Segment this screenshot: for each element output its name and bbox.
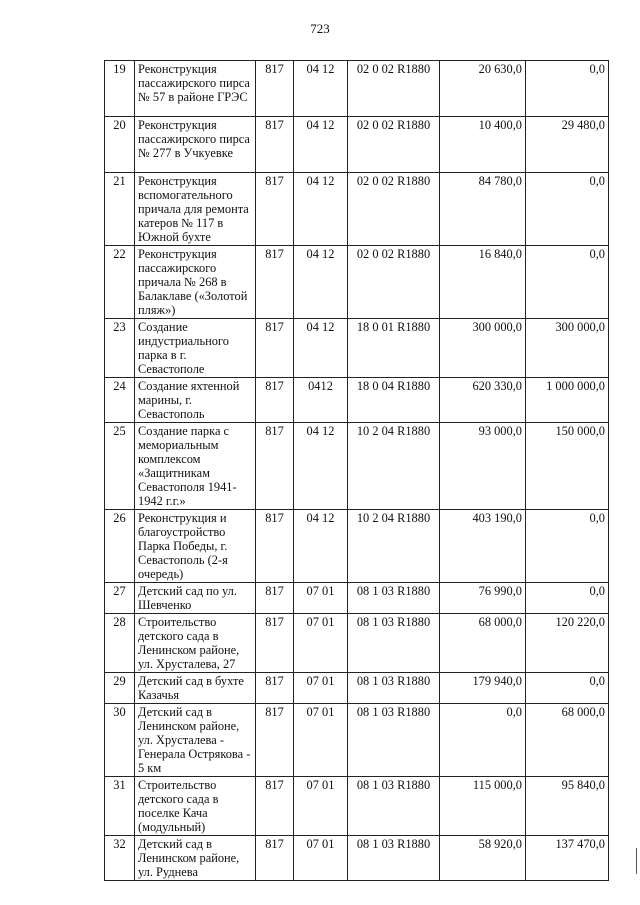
- grbs-code-cell: 817: [256, 246, 294, 319]
- object-name-cell: Детский сад в Ленинском районе, ул. Хрусталева - Генерала Острякова - 5 км: [135, 704, 256, 777]
- object-name-cell: Реконструкция пассажирского пирса № 277 в Учкуевке: [135, 117, 256, 173]
- object-name-cell: Детский сад по ул. Шевченко: [135, 583, 256, 614]
- grbs-code-cell: 817: [256, 61, 294, 117]
- target-article-cell: 18 0 04 R1880: [348, 378, 440, 423]
- amount-first-cell: 76 990,0: [440, 583, 526, 614]
- section-code-cell: 0412: [294, 378, 348, 423]
- section-code-cell: 07 01: [294, 777, 348, 836]
- target-article-cell: 08 1 03 R1880: [348, 583, 440, 614]
- object-name-cell: Реконструкция и благоустройство Парка Победы, г. Севастополь (2-я очередь): [135, 510, 256, 583]
- object-name-cell: Реконструкция пассажирского пирса № 57 в районе ГРЭС: [135, 61, 256, 117]
- object-name-cell: Детский сад в бухте Казачья: [135, 673, 256, 704]
- row-number-cell: 29: [105, 673, 135, 704]
- row-number-cell: 30: [105, 704, 135, 777]
- grbs-code-cell: 817: [256, 117, 294, 173]
- row-number-cell: 23: [105, 319, 135, 378]
- table-row: [105, 673, 609, 704]
- amount-second-cell: 120 220,0: [526, 614, 609, 673]
- target-article-cell: 08 1 03 R1880: [348, 673, 440, 704]
- table-row: [105, 319, 609, 378]
- grbs-code-cell: 817: [256, 836, 294, 881]
- target-article-cell: 10 2 04 R1880: [348, 423, 440, 510]
- section-code-cell: 07 01: [294, 583, 348, 614]
- amount-first-cell: 84 780,0: [440, 173, 526, 246]
- target-article-cell: 18 0 01 R1880: [348, 319, 440, 378]
- grbs-code-cell: 817: [256, 510, 294, 583]
- grbs-code-cell: 817: [256, 378, 294, 423]
- section-code-cell: 07 01: [294, 673, 348, 704]
- object-name-cell: Реконструкция пассажирского причала № 268 в Балаклаве («Золотой пляж»): [135, 246, 256, 319]
- row-number-cell: 31: [105, 777, 135, 836]
- amount-first-cell: 16 840,0: [440, 246, 526, 319]
- grbs-code-cell: 817: [256, 614, 294, 673]
- object-name-cell: Создание индустриального парка в г. Севастополе: [135, 319, 256, 378]
- amount-second-cell: 0,0: [526, 510, 609, 583]
- target-article-cell: 10 2 04 R1880: [348, 510, 440, 583]
- grbs-code-cell: 817: [256, 319, 294, 378]
- amount-second-cell: 95 840,0: [526, 777, 609, 836]
- amount-first-cell: 20 630,0: [440, 61, 526, 117]
- amount-second-cell: 0,0: [526, 61, 609, 117]
- amount-second-cell: 137 470,0: [526, 836, 609, 881]
- amount-second-cell: 68 000,0: [526, 704, 609, 777]
- grbs-code-cell: 817: [256, 583, 294, 614]
- amount-first-cell: 115 000,0: [440, 777, 526, 836]
- grbs-code-cell: 817: [256, 173, 294, 246]
- section-code-cell: 04 12: [294, 246, 348, 319]
- amount-first-cell: 58 920,0: [440, 836, 526, 881]
- section-code-cell: 07 01: [294, 704, 348, 777]
- object-name-cell: Создание яхтенной марины, г. Севастополь: [135, 378, 256, 423]
- object-name-cell: Строительство детского сада в поселке Кача (модульный): [135, 777, 256, 836]
- section-code-cell: 04 12: [294, 61, 348, 117]
- row-number-cell: 25: [105, 423, 135, 510]
- table-row: [105, 583, 609, 614]
- row-number-cell: 27: [105, 583, 135, 614]
- table-row: [105, 173, 609, 246]
- target-article-cell: 08 1 03 R1880: [348, 836, 440, 881]
- amount-first-cell: 179 940,0: [440, 673, 526, 704]
- row-number-cell: 28: [105, 614, 135, 673]
- object-name-cell: Строительство детского сада в Ленинском районе, ул. Хрусталева, 27: [135, 614, 256, 673]
- section-code-cell: 04 12: [294, 319, 348, 378]
- target-article-cell: 08 1 03 R1880: [348, 614, 440, 673]
- row-number-cell: 24: [105, 378, 135, 423]
- section-code-cell: 07 01: [294, 614, 348, 673]
- section-code-cell: 04 12: [294, 117, 348, 173]
- row-number-cell: 21: [105, 173, 135, 246]
- object-name-cell: Создание парка с мемориальным комплексом «Защитникам Севастополя 1941-1942 г.г.»: [135, 423, 256, 510]
- table-row: [105, 117, 609, 173]
- amount-second-cell: 0,0: [526, 673, 609, 704]
- table-row: [105, 61, 609, 117]
- amount-first-cell: 10 400,0: [440, 117, 526, 173]
- row-number-cell: 22: [105, 246, 135, 319]
- target-article-cell: 02 0 02 R1880: [348, 173, 440, 246]
- amount-second-cell: 0,0: [526, 583, 609, 614]
- target-article-cell: 08 1 03 R1880: [348, 777, 440, 836]
- table-row: [105, 423, 609, 510]
- section-code-cell: 07 01: [294, 836, 348, 881]
- grbs-code-cell: 817: [256, 673, 294, 704]
- amount-second-cell: 300 000,0: [526, 319, 609, 378]
- amount-second-cell: 0,0: [526, 246, 609, 319]
- table-row: [105, 704, 609, 777]
- table-row: [105, 510, 609, 583]
- amount-second-cell: 150 000,0: [526, 423, 609, 510]
- target-article-cell: 08 1 03 R1880: [348, 704, 440, 777]
- amount-first-cell: 93 000,0: [440, 423, 526, 510]
- target-article-cell: 02 0 02 R1880: [348, 246, 440, 319]
- table-row: [105, 614, 609, 673]
- budget-table-body: [105, 61, 609, 881]
- amount-first-cell: 0,0: [440, 704, 526, 777]
- amount-first-cell: 403 190,0: [440, 510, 526, 583]
- table-row: [105, 378, 609, 423]
- amount-first-cell: 68 000,0: [440, 614, 526, 673]
- target-article-cell: 02 0 02 R1880: [348, 117, 440, 173]
- budget-table: [104, 60, 609, 881]
- amount-second-cell: 29 480,0: [526, 117, 609, 173]
- row-number-cell: 32: [105, 836, 135, 881]
- row-number-cell: 26: [105, 510, 135, 583]
- grbs-code-cell: 817: [256, 423, 294, 510]
- row-number-cell: 19: [105, 61, 135, 117]
- amount-second-cell: 0,0: [526, 173, 609, 246]
- section-code-cell: 04 12: [294, 173, 348, 246]
- table-row: [105, 777, 609, 836]
- section-code-cell: 04 12: [294, 510, 348, 583]
- object-name-cell: Реконструкция вспомогательного причала для ремонта катеров № 117 в Южной бухте: [135, 173, 256, 246]
- table-row: [105, 836, 609, 881]
- section-code-cell: 04 12: [294, 423, 348, 510]
- page-number: 723: [310, 21, 330, 36]
- amount-first-cell: 620 330,0: [440, 378, 526, 423]
- amount-second-cell: 1 000 000,0: [526, 378, 609, 423]
- scan-edge-mark: [636, 848, 637, 874]
- grbs-code-cell: 817: [256, 777, 294, 836]
- object-name-cell: Детский сад в Ленинском районе, ул. Руднева: [135, 836, 256, 881]
- target-article-cell: 02 0 02 R1880: [348, 61, 440, 117]
- row-number-cell: 20: [105, 117, 135, 173]
- grbs-code-cell: 817: [256, 704, 294, 777]
- table-row: [105, 246, 609, 319]
- amount-first-cell: 300 000,0: [440, 319, 526, 378]
